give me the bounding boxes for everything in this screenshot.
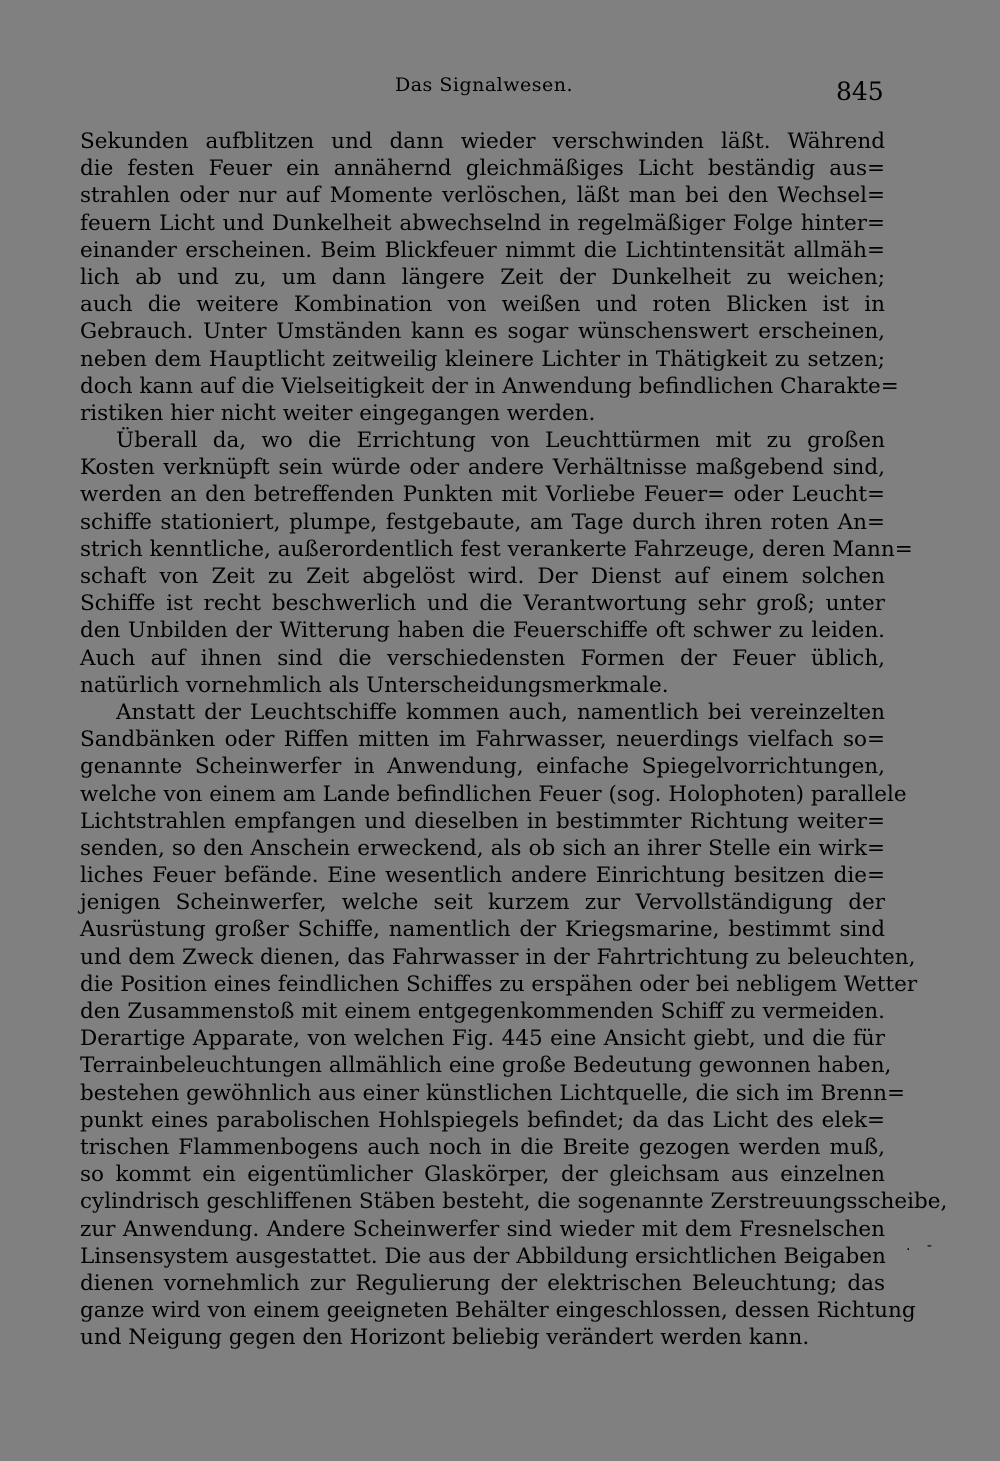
text-line: die festen Feuer ein annähernd gleichmäßiges Licht beständig aus= — [80, 156, 885, 182]
text-line: dienen vornehmlich zur Regulierung der elektrischen Beleuchtung; das — [80, 1270, 885, 1296]
text-line: zur Anwendung. Andere Scheinwerfer sind wieder mit dem Fresnelschen — [80, 1216, 885, 1242]
text-line: bestehen gewöhnlich aus einer künstlichen Lichtquelle, die sich im Brenn= — [80, 1080, 905, 1106]
text-line: so kommt ein eigentümlicher Glaskörper, der gleichsam aus einzelnen — [80, 1162, 885, 1188]
text-line: liches Feuer befände. Eine wesentlich andere Einrichtung besitzen die= — [80, 863, 885, 889]
page-number: 845 — [836, 77, 884, 106]
text-line: ganze wird von einem geeigneten Behälter eingeschlossen, dessen Richtung — [80, 1298, 916, 1324]
text-line: trischen Flammenbogens auch noch in die Breite gezogen werden muß, — [80, 1134, 885, 1160]
text-line: Schiffe ist recht beschwerlich und die Verantwortung sehr groß; unter — [80, 591, 885, 617]
paragraph-start-line: Anstatt der Leuchtschiffe kommen auch, namentlich bei vereinzelten — [116, 699, 885, 725]
text-line: genannte Scheinwerfer in Anwendung, einfache Spiegelvorrichtungen, — [80, 754, 885, 780]
text-line: doch kann auf die Vielseitigkeit der in Anwendung befindlichen Charakte= — [80, 373, 899, 399]
text-line: Sekunden aufblitzen und dann wieder verschwinden läßt. Während — [80, 129, 885, 154]
text-line: einander erscheinen. Beim Blickfeuer nimmt die Lichtintensität allmäh= — [80, 237, 885, 263]
text-line: schiffe stationiert, plumpe, festgebaute, am Tage durch ihren roten An= — [80, 509, 885, 535]
text-line: ristiken hier nicht weiter eingegangen werden. — [80, 400, 596, 426]
text-line: lich ab und zu, um dann längere Zeit der Dunkelheit zu weichen; — [80, 264, 885, 290]
text-line: den Zusammenstoß mit einem entgegenkommenden Schiff zu vermeiden. — [80, 999, 885, 1024]
text-line: strahlen oder nur auf Momente verlöschen, läßt man bei den Wechsel= — [80, 183, 885, 209]
text-line: jenigen Scheinwerfer, welche seit kurzem zur Vervollständigung der — [80, 890, 885, 916]
text-line: Lichtstrahlen empfangen und dieselben in bestimmter Richtung weiter= — [80, 808, 885, 834]
text-line: senden, so den Anschein erweckend, als ob sich an ihrer Stelle ein wirk= — [80, 835, 885, 861]
text-line: Auch auf ihnen sind die verschiedensten Formen der Feuer üblich, — [80, 645, 885, 671]
paragraph-start-line: Überall da, wo die Errichtung von Leuchttürmen mit zu großen — [116, 428, 885, 454]
text-line: punkt eines parabolischen Hohlspiegels befindet; da das Licht des elek= — [80, 1107, 885, 1133]
text-line: neben dem Hauptlicht zeitweilig kleinere Lichter in Thätigkeit zu setzen; — [80, 346, 885, 372]
text-line: Linsensystem ausgestattet. Die aus der Abbildung ersichtlichen Beigaben — [80, 1243, 886, 1269]
text-line: die Position eines feindlichen Schiffes zu erspähen oder bei nebligem Wetter — [80, 971, 918, 997]
body-text — [80, 128, 948, 1351]
text-line: Ausrüstung großer Schiffe, namentlich der Kriegsmarine, bestimmt sind — [80, 917, 885, 943]
text-line: Terrainbeleuchtungen allmählich eine große Bedeutung gewonnen haben, — [80, 1053, 892, 1079]
text-line: feuern Licht und Dunkelheit abwechselnd in regelmäßiger Folge hinter= — [80, 210, 885, 236]
text-line: natürlich vornehmlich als Unterscheidungsmerkmale. — [80, 672, 669, 698]
text-line: Sandbänken oder Riffen mitten im Fahrwasser, neuerdings vielfach so= — [80, 727, 885, 753]
text-line: auch die weitere Kombination von weißen und roten Blicken ist in — [80, 292, 885, 318]
text-line: cylindrisch geschliffenen Stäben besteht, die sogenannte Zerstreuungsscheibe, — [80, 1189, 948, 1215]
text-line: und Neigung gegen den Horizont beliebig verändert werden kann. — [80, 1325, 810, 1351]
text-line: den Unbilden der Witterung haben die Feuerschiffe oft schwer zu leiden. — [80, 618, 885, 644]
text-line: welche von einem am Lande befindlichen Feuer (sog. Holophoten) parallele — [80, 781, 907, 807]
text-line: Gebrauch. Unter Umständen kann es sogar wünschenswert erscheinen, — [80, 319, 885, 345]
text-line: Derartige Apparate, von welchen Fig. 445 eine Ansicht giebt, und die für — [80, 1026, 885, 1052]
text-line: und dem Zweck dienen, das Fahrwasser in der Fahrtrichtung zu beleuchten, — [80, 944, 916, 970]
margin-mark: . - — [906, 1238, 938, 1254]
text-line: werden an den betreffenden Punkten mit Vorliebe Feuer= oder Leucht= — [80, 482, 885, 508]
text-line: Kosten verknüpft sein würde oder andere Verhältnisse maßgebend sind, — [80, 455, 885, 481]
text-line: strich kenntliche, außerordentlich fest verankerte Fahrzeuge, deren Mann= — [80, 536, 913, 562]
running-head: Das Signalwesen. — [395, 74, 574, 96]
text-line: schaft von Zeit zu Zeit abgelöst wird. Der Dienst auf einem solchen — [80, 564, 885, 589]
